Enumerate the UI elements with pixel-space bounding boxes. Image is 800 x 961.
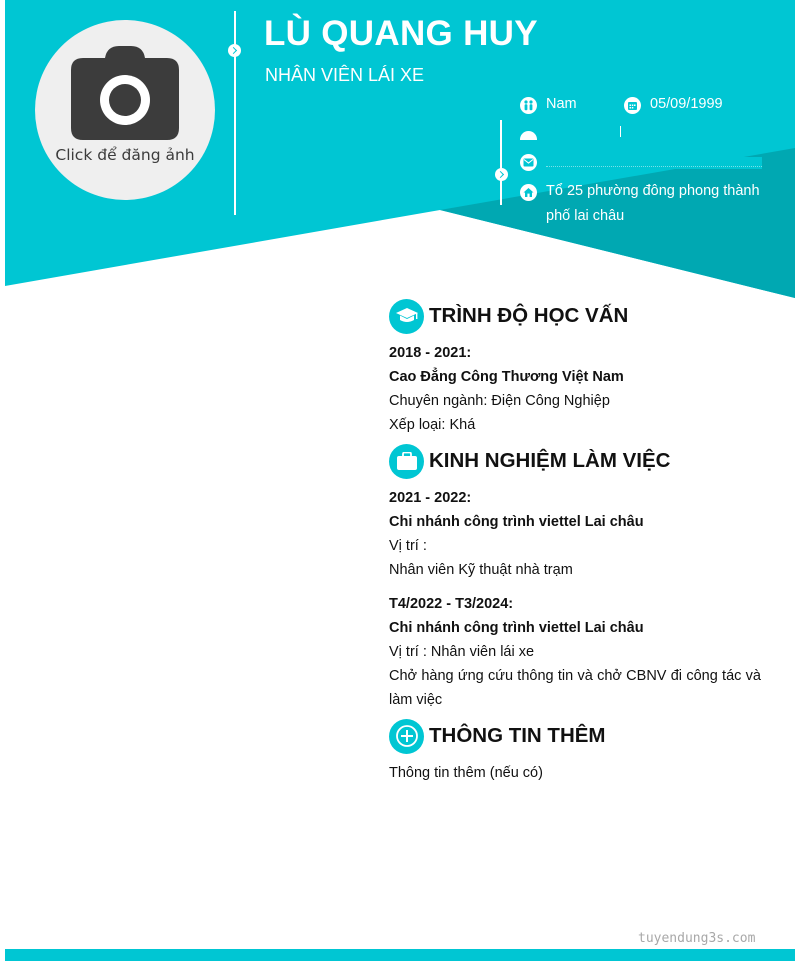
home-icon — [520, 184, 537, 201]
experience-header — [389, 443, 761, 479]
phone-icon — [520, 131, 537, 140]
candidate-name: LÙ QUANG HUY — [264, 14, 538, 53]
job-company: Chi nhánh công trình viettel Lai châu — [389, 514, 644, 530]
job-entry — [389, 592, 761, 712]
camera-icon — [71, 46, 179, 142]
email-icon — [520, 154, 537, 171]
job-position: Vị trí : — [389, 538, 427, 554]
experience-title: KINH NGHIỆM LÀM VIỆC — [429, 449, 671, 472]
address-row — [520, 183, 782, 229]
education-title: TRÌNH ĐỘ HỌC VẤN — [429, 304, 629, 327]
birthday-value: 05/09/1999 — [650, 96, 723, 112]
education-school: Cao Đẳng Công Thương Việt Nam — [389, 369, 624, 385]
job-description: Nhân viên Kỹ thuật nhà trạm — [389, 562, 573, 578]
avatar-upload[interactable] — [35, 20, 215, 200]
phone-redaction — [546, 128, 620, 138]
email-redaction-trace — [546, 165, 762, 167]
education-section — [389, 298, 761, 437]
divider — [620, 126, 621, 137]
birthday-row — [624, 96, 723, 114]
additional-title: THÔNG TIN THÊM — [429, 724, 606, 747]
plus-circle-icon — [389, 719, 424, 754]
education-major: Chuyên ngành: Điện Công Nghiệp — [389, 393, 610, 409]
education-header — [389, 298, 761, 334]
education-grade: Xếp loại: Khá — [389, 417, 476, 433]
education-period: 2018 - 2021: — [389, 345, 472, 361]
footer-bar — [5, 949, 795, 961]
graduation-cap-icon — [389, 299, 424, 334]
additional-header — [389, 718, 761, 754]
email-redaction — [546, 157, 762, 169]
contact-timeline-dot — [495, 168, 508, 181]
job-description: Chở hàng ứng cứu thông tin và chở CBNV đi công tác và làm việc — [389, 668, 761, 708]
additional-text: Thông tin thêm (nếu có) — [389, 765, 543, 781]
job-company: Chi nhánh công trình viettel Lai châu — [389, 620, 644, 636]
timeline-line — [234, 11, 236, 215]
calendar-icon — [624, 97, 641, 114]
address-value: Tổ 25 phường đông phong thành phố lai châu — [546, 183, 760, 224]
job-position: Vị trí : Nhân viên lái xe — [389, 644, 535, 660]
avatar-upload-label: Click để đăng ảnh — [55, 146, 195, 164]
watermark: tuyendung3s.com — [638, 931, 756, 946]
contact-timeline-line — [500, 120, 502, 205]
gender-row — [520, 96, 577, 114]
additional-section — [389, 718, 761, 785]
gender-value: Nam — [546, 96, 577, 112]
email-row — [520, 153, 546, 171]
gender-icon — [520, 97, 537, 114]
candidate-job-title: NHÂN VIÊN LÁI XE — [265, 65, 425, 85]
briefcase-icon — [389, 444, 424, 479]
job-entry — [389, 486, 761, 582]
timeline-dot — [228, 44, 241, 57]
job-period: 2021 - 2022: — [389, 490, 472, 506]
phone-row — [520, 130, 546, 140]
experience-section — [389, 443, 761, 712]
job-period: T4/2022 - T3/2024: — [389, 596, 514, 612]
